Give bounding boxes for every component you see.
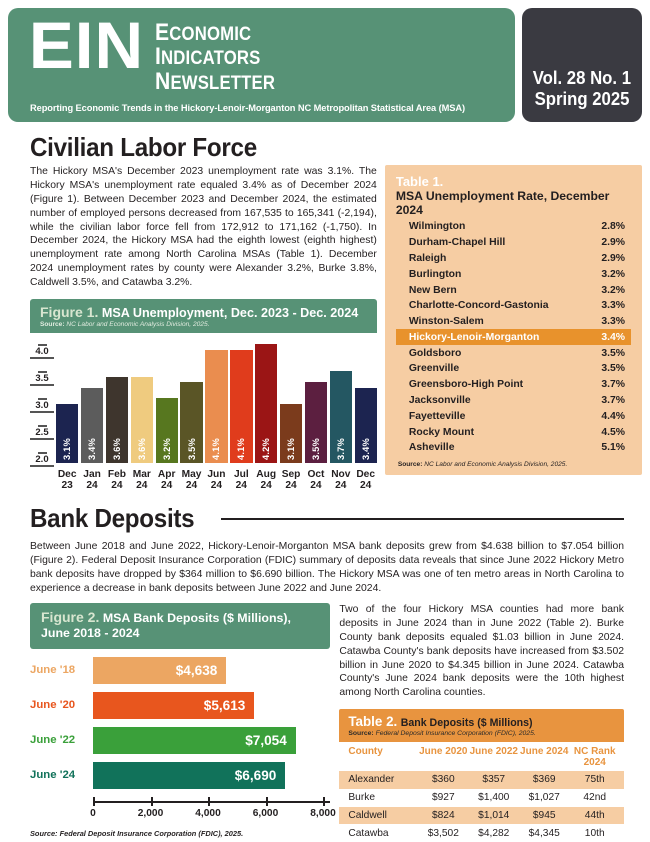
table-1-body xyxy=(396,219,631,456)
x-tick-4,000 xyxy=(208,797,210,806)
bar-value-label: 4.2% xyxy=(261,438,272,461)
x-label-jan-24: Jan 24 xyxy=(83,469,101,491)
table-1-label: Table 1. xyxy=(395,174,444,189)
figure-1-title-text: MSA Unemployment, Dec. 2023 - Dec. 2024 xyxy=(101,306,359,321)
x-label-may-24: May 24 xyxy=(181,469,202,491)
table-row xyxy=(396,377,631,393)
bar-value-label: 3.6% xyxy=(111,438,122,461)
table-1-rate: 3.7% xyxy=(601,394,625,406)
x-label-dec-23: Dec 23 xyxy=(57,469,77,491)
table-1-rate: 5.1% xyxy=(601,442,625,454)
page-title-clf: Civilian Labor Force xyxy=(30,132,257,162)
table-1-rate: 3.4% xyxy=(601,331,625,343)
figure-1-label: Figure 1. xyxy=(40,304,99,321)
bar-value-label: 3.1% xyxy=(62,438,73,461)
x-label-feb-24: Feb 24 xyxy=(107,469,126,491)
table-2-june-2020: $927 xyxy=(431,792,455,804)
newsletter-title xyxy=(155,21,292,94)
bar-row-june22 xyxy=(30,727,330,754)
table-2-column-header: June 2024 xyxy=(520,745,569,757)
y-tick-3.0: 3.0 xyxy=(30,398,54,413)
figure-2 xyxy=(30,603,336,838)
table-row xyxy=(396,408,631,424)
table-1 xyxy=(385,165,642,475)
bar-value-label: $7,054 xyxy=(93,727,296,754)
x-tick-label-6,000: 6,000 xyxy=(252,807,279,819)
table-2-source-text: Federal Deposit Insurance Corporation (FDIC), 2025. xyxy=(375,730,536,738)
bar-mar-24 xyxy=(131,377,153,463)
x-label-sep-24: Sep 24 xyxy=(281,469,301,491)
table-1-msa-name: Hickory-Lenoir-Morganton xyxy=(408,331,540,343)
figure-1-y-axis xyxy=(30,339,56,468)
table-row xyxy=(396,282,631,298)
table-2-june-2022: $1,014 xyxy=(478,809,510,821)
figure-1-chart xyxy=(30,333,377,468)
y-tick-2.5: 2.5 xyxy=(30,425,54,440)
table-2-column-header: June 2020 xyxy=(419,745,468,757)
table-1-msa-name: Raleigh xyxy=(408,252,447,264)
table-1-rate: 2.9% xyxy=(601,237,625,249)
table-1-msa-name: Asheville xyxy=(408,442,455,454)
x-label-apr-24: Apr 24 xyxy=(157,469,176,491)
bar-oct-24 xyxy=(305,382,327,463)
section-heading-bank-deposits xyxy=(30,503,624,534)
bank-heading-rule xyxy=(221,518,624,521)
y-tick-2.0: 2.0 xyxy=(30,452,54,467)
x-label-nov-24: Nov 24 xyxy=(331,469,351,491)
bar-row-june20 xyxy=(30,692,330,719)
x-tick-label-8,000: 8,000 xyxy=(310,807,336,819)
issue-season: Spring 2025 xyxy=(534,88,630,109)
table-row xyxy=(396,314,631,330)
bar-value-label: $5,613 xyxy=(93,692,254,719)
table-1-title: MSA Unemployment Rate, December 2024 xyxy=(395,189,610,217)
title-line-1: ECONOMIC xyxy=(155,19,252,46)
table-1-msa-name: Fayetteville xyxy=(408,410,466,422)
figure-2-title-line-1: MSA Bank Deposits ($ Millions), xyxy=(102,610,291,625)
table-1-msa-name: Greenville xyxy=(408,363,460,375)
table-1-msa-name: Jacksonville xyxy=(408,394,471,406)
table-2-header xyxy=(339,709,624,742)
x-label-jun-24: Jun 24 xyxy=(207,469,226,491)
figure-2-title xyxy=(41,609,321,642)
table-1-msa-name: Greensboro-High Point xyxy=(408,379,524,391)
bar-jun-24 xyxy=(205,350,227,463)
table-1-msa-name: Burlington xyxy=(408,268,462,280)
x-label-oct-24: Oct 24 xyxy=(307,469,325,491)
table-1-source xyxy=(396,461,631,468)
x-tick-label-4,000: 4,000 xyxy=(195,807,221,819)
table-2-june-2022: $4,282 xyxy=(478,827,510,839)
table-1-rate: 4.4% xyxy=(601,410,625,422)
table-2-source-label: Source: xyxy=(348,730,374,738)
table-2-county: Alexander xyxy=(348,774,395,786)
table-1-msa-name: Charlotte-Concord-Gastonia xyxy=(408,300,549,312)
table-1-rate: 3.2% xyxy=(601,268,625,280)
bar-value-label: 3.4% xyxy=(360,438,371,461)
table-2-june-2022: $357 xyxy=(482,774,506,786)
table-1-msa-name: Rocky Mount xyxy=(408,426,475,438)
masthead xyxy=(0,0,650,122)
table-2-body xyxy=(339,742,624,842)
bar-track xyxy=(93,727,330,754)
table-1-msa-name: Winston-Salem xyxy=(408,316,484,328)
figure-2-chart xyxy=(30,657,330,789)
table-row xyxy=(339,824,624,842)
bar-row-june24 xyxy=(30,762,330,789)
figure-1-source-label: Source: xyxy=(40,321,65,329)
bar-dec-23 xyxy=(56,404,78,463)
table-2-label: Table 2. xyxy=(348,714,398,730)
bar-value-label: 3.5% xyxy=(186,438,197,461)
title-line-3: NEWSLETTER xyxy=(155,67,276,95)
table-row xyxy=(396,266,631,282)
y-tick-4.0: 4.0 xyxy=(30,344,54,359)
bar-apr-24 xyxy=(156,398,178,463)
x-label-aug-24: Aug 24 xyxy=(256,469,277,491)
table-2-june-2020: $360 xyxy=(431,774,455,786)
table-1-source-text: NC Labor and Economic Analysis Division, 2025. xyxy=(424,460,568,468)
figure-1-source xyxy=(40,321,369,328)
table-2-county: Catawba xyxy=(348,827,389,839)
table-2-county: Burke xyxy=(348,792,375,804)
figure-2-x-axis-labels xyxy=(90,807,336,822)
table-row xyxy=(339,771,624,789)
bar-value-label: $4,638 xyxy=(93,657,226,684)
bar-track xyxy=(93,692,330,719)
table-2 xyxy=(339,709,624,842)
table-2-column-header: County xyxy=(348,745,383,757)
table-1-msa-name: New Bern xyxy=(408,284,457,296)
issue-box xyxy=(522,8,642,122)
bar-dec-24 xyxy=(355,388,377,463)
masthead-banner xyxy=(8,8,515,122)
bank-paragraph-1: Between June 2018 and June 2022, Hickory-Lenoir-Morganton MSA bank deposits grew from $4.638 billion to $7.054 billion (Figure 2). Federal Deposit Insurance Corporation (FDIC) summary of deposits data reveals that since June 2022 Hickory Metro bank deposits have dropped by $364 million to $6.690 billion. The Hickory MSA was one of ten metro areas in North Carolina to experience a decrease in bank deposits between June 2022 and June 2024. xyxy=(30,541,624,595)
bank-paragraph-2: Two of the four Hickory MSA counties had more bank deposits in June 2024 than in June 2022 (Table 2). Burke County bank deposits equaled $1.03 billion in June 2024. Catawba County's bank deposits have increased from $3.502 billion in June 2020 to $4.345 billion in June 2024. Catawba County's June 2024 bank deposits were the 10th highest among North Carolina counties. xyxy=(339,603,624,699)
table-1-rate: 3.5% xyxy=(601,347,625,359)
bar-jul-24 xyxy=(230,350,252,463)
table-2-june-2024: $1,027 xyxy=(528,792,560,804)
table-2-june-2020: $824 xyxy=(431,809,455,821)
bar-category-label: June '22 xyxy=(30,734,76,747)
table-row xyxy=(396,440,631,456)
x-tick-label-2,000: 2,000 xyxy=(137,807,164,819)
bar-feb-24 xyxy=(106,377,128,463)
x-label-dec-24: Dec 24 xyxy=(356,469,376,491)
table-2-column-header: NC Rank 2024 xyxy=(573,745,616,768)
table-2-title-text: Bank Deposits ($ Millions) xyxy=(400,717,533,730)
x-tick-6,000 xyxy=(266,797,268,806)
table-1-msa-name: Durham-Chapel Hill xyxy=(408,237,506,249)
table-2-june-2024: $945 xyxy=(532,809,556,821)
bar-category-label: June '18 xyxy=(30,664,76,677)
bar-value-label: $6,690 xyxy=(93,762,285,789)
table-1-msa-name: Wilmington xyxy=(408,221,466,233)
table-2-nc-rank: 42nd xyxy=(583,792,607,804)
bar-may-24 xyxy=(180,382,202,463)
bar-value-label: 3.7% xyxy=(335,438,346,461)
title-line-2: INDICATORS xyxy=(155,43,261,71)
bar-value-label: 3.2% xyxy=(161,438,172,461)
table-1-rate: 2.8% xyxy=(601,221,625,233)
clf-paragraph: The Hickory MSA's December 2023 unemployment rate was 3.1%. The Hickory MSA's unemployment rate equaled 3.4% as of December 2024 (Figure 1). Between December 2023 and December 2024, the estimated number of employed persons decreased from 167,535 to 165,341 (-2,194), while the civilian labor force fell from 172,912 to 171,162 (-1,750). In December 2024, the Hickory MSA had the eighth lowest (eighth highest) unemployment rate among North Carolina MSAs (Table 1). December 2024 unemployment rates by county were Alexander 3.2%, Burke 3.8%, Caldwell 3.5%, and Catawba 3.2%. xyxy=(30,166,377,289)
bar-jan-24 xyxy=(81,388,103,463)
section-heading-civilian-labor-force xyxy=(30,132,624,163)
masthead-tagline: Reporting Economic Trends in the Hickory-Lenoir-Morganton NC Metropolitan Statistical Area (MSA) xyxy=(30,103,465,115)
table-row xyxy=(396,329,631,345)
table-row xyxy=(396,361,631,377)
bar-value-label: 4.1% xyxy=(236,438,247,461)
figure-1 xyxy=(30,299,377,491)
issue-volume: Vol. 28 No. 1 xyxy=(532,67,632,88)
x-tick-label-0: 0 xyxy=(90,807,96,819)
table-2-title xyxy=(348,714,616,729)
figure-2-title-line-2: June 2018 - 2024 xyxy=(41,626,140,641)
table-row xyxy=(396,219,631,235)
bar-value-label: 3.4% xyxy=(87,438,98,461)
bar-sep-24 xyxy=(280,404,302,463)
table-1-source-label: Source: xyxy=(397,460,423,468)
table-2-county: Caldwell xyxy=(348,809,387,821)
table-2-june-2024: $369 xyxy=(532,774,556,786)
page-title-bank-deposits: Bank Deposits xyxy=(30,503,195,534)
table-1-msa-name: Goldsboro xyxy=(408,347,462,359)
table-row xyxy=(396,251,631,267)
bar-aug-24 xyxy=(255,344,277,463)
bar-row-june18 xyxy=(30,657,330,684)
figure-2-label: Figure 2. xyxy=(41,608,100,625)
bar-category-label: June '20 xyxy=(30,699,76,712)
table-row xyxy=(396,235,631,251)
table-row xyxy=(339,789,624,807)
bar-track xyxy=(93,657,330,684)
bar-nov-24 xyxy=(330,371,352,463)
bar-value-label: 4.1% xyxy=(211,438,222,461)
table-2-source xyxy=(348,730,616,737)
x-tick-0 xyxy=(93,797,95,806)
figure-2-source: Source: Federal Deposit Insurance Corporation (FDIC), 2025. xyxy=(30,828,244,838)
figure-1-x-axis xyxy=(56,470,377,491)
table-1-rate: 3.7% xyxy=(601,379,625,391)
table-2-june-2022: $1,400 xyxy=(478,792,510,804)
table-1-rate: 3.5% xyxy=(601,363,625,375)
table-1-rate: 3.3% xyxy=(601,316,625,328)
table-1-rate: 4.5% xyxy=(601,426,625,438)
bar-category-label: June '24 xyxy=(30,769,76,782)
table-2-june-2020: $3,502 xyxy=(427,827,459,839)
table-2-nc-rank: 44th xyxy=(584,809,605,821)
figure-1-plot xyxy=(56,339,377,463)
figure-1-source-text: NC Labor and Economic Analysis Division, 2025. xyxy=(66,321,210,329)
table-2-header-row xyxy=(339,742,624,771)
ein-logo: EIN xyxy=(28,8,145,82)
x-tick-8,000 xyxy=(323,797,325,806)
table-2-nc-rank: 10th xyxy=(584,827,605,839)
figure-2-x-axis-line xyxy=(93,797,330,807)
figure-1-title xyxy=(40,304,369,320)
table-row xyxy=(396,393,631,409)
x-tick-2,000 xyxy=(151,797,153,806)
bar-value-label: 3.1% xyxy=(286,438,297,461)
bar-track xyxy=(93,762,330,789)
x-label-jul-24: Jul 24 xyxy=(233,469,249,491)
y-tick-3.5: 3.5 xyxy=(30,371,54,386)
figure-2-header xyxy=(30,603,330,649)
table-row xyxy=(396,298,631,314)
table-1-rate: 3.3% xyxy=(601,300,625,312)
table-1-rate: 2.9% xyxy=(601,252,625,264)
table-2-nc-rank: 75th xyxy=(584,774,605,786)
x-label-mar-24: Mar 24 xyxy=(132,469,151,491)
figure-1-header xyxy=(30,299,377,333)
bar-value-label: 3.5% xyxy=(310,438,321,461)
table-row xyxy=(339,807,624,825)
table-row xyxy=(396,424,631,440)
bar-value-label: 3.6% xyxy=(136,438,147,461)
table-2-june-2024: $4,345 xyxy=(528,827,560,839)
table-row xyxy=(396,345,631,361)
table-1-rate: 3.2% xyxy=(601,284,625,296)
table-2-column-header: June 2022 xyxy=(469,745,518,757)
